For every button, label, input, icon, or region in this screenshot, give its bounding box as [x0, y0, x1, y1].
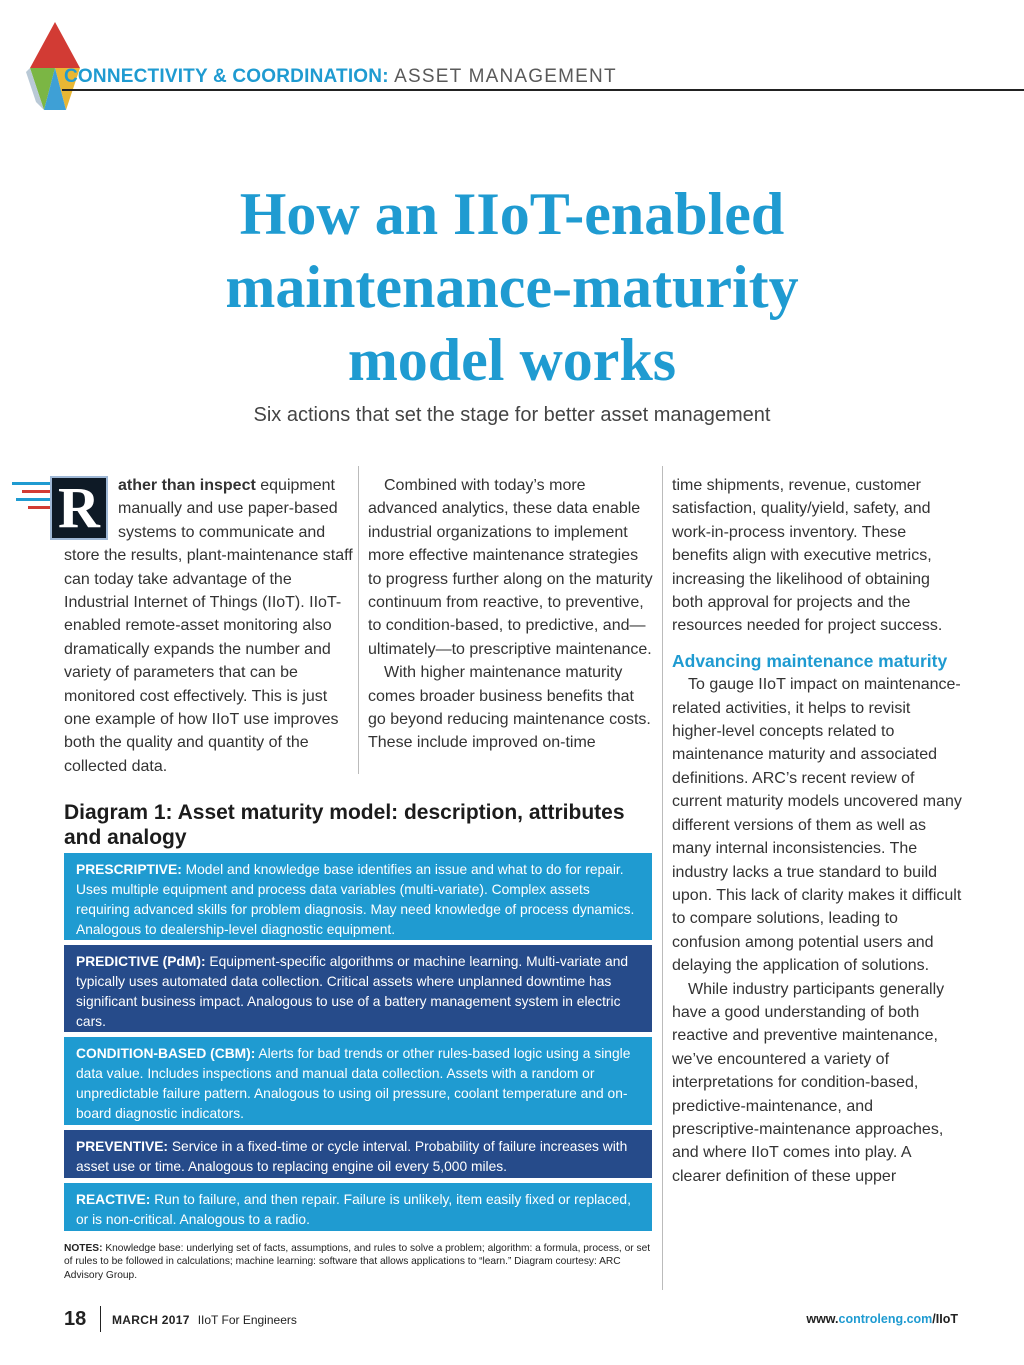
maturity-box-label: PREVENTIVE:	[76, 1139, 168, 1154]
body-column-3	[672, 474, 962, 1188]
url-prefix: www.	[806, 1312, 839, 1326]
footer-issue	[112, 1313, 297, 1327]
body-column-2	[368, 474, 654, 755]
paragraph-5: While industry participants generally have a good understanding of both reactive and preventive maintenance, we’ve encountered a variety of interpretations for condition-based, predictive-maintenance, and prescriptive-maintenance approaches, and where IIoT comes into play. A clearer definition of these upper	[672, 980, 945, 1185]
maturity-box-label: PRESCRIPTIVE:	[76, 862, 182, 877]
diagram-title: Diagram 1: Asset maturity model: description, attributes and analogy	[64, 801, 625, 849]
maturity-box-condition-based	[64, 1037, 652, 1125]
section-subhead: Advancing maintenance maturity	[672, 650, 948, 671]
footer-url-link[interactable]	[700, 1312, 958, 1326]
dropcap-letter: R	[50, 476, 108, 540]
lead-in-bold: ather than inspect	[118, 477, 256, 494]
maturity-box-text: Alerts for bad trends or other rules-based logic using a single data value. Includes inspections and manual data collection. Assets with a random or unpredictable failure pattern. Analogous to using oil pressure, coolant temperature and on-board diagnostic indicators.	[76, 1046, 631, 1121]
paragraph-3: With higher maintenance maturity comes broader business benefits that go beyond reducing maintenance costs. These include improved on-time	[368, 664, 651, 752]
maturity-box-text: Model and knowledge base identifies an issue and what to do for repair. Uses multiple equipment and process data variables (multi-variate). Complex assets requiring advanced skills for problem diagnosis. May need knowledge of process dynamics. Analogous to dealership-level diagnostic equipment.	[76, 862, 635, 937]
maturity-box-text: Equipment-specific algorithms or machine learning. Multi-variate and typically uses automated data collection. Critical assets where unplanned downtime has significant business impact. Analogous to use of a battery management system in electric cars.	[76, 954, 629, 1029]
issue-date: MARCH 2017	[112, 1313, 190, 1327]
column-divider-1	[358, 466, 359, 774]
header-rule	[62, 89, 1024, 91]
maturity-box-text: Run to failure, and then repair. Failure is unlikely, item easily fixed or replaced, or is non-critical. Analogous to a radio.	[76, 1192, 631, 1227]
maturity-box-label: CONDITION-BASED (CBM):	[76, 1046, 256, 1061]
paragraph-4: To gauge IIoT impact on maintenance-related activities, it helps to revisit higher-level concepts related to maintenance maturity and associated definitions. ARC’s recent review of current maturity models uncovered many different versions of them as well as many internal inconsistencies. The industry lacks a true standard to build upon. This lack of clarity makes it difficult to compare solutions, leading to confusion among potential users and delaying the application of solutions.	[672, 676, 962, 975]
column-divider-2	[662, 466, 663, 1290]
maturity-box-prescriptive	[64, 853, 652, 940]
paragraph-2: Combined with today’s more advanced analytics, these data enable industrial organizations to implement more effective maintenance strategies to progress further along on the maturity continuum from reactive, to preventive, to condition-based, to predictive, and—ultimately—to prescriptive maintenance.	[368, 477, 653, 658]
body-column-1	[58, 474, 354, 778]
page-number: 18	[64, 1308, 87, 1330]
url-domain: controleng.com	[838, 1312, 933, 1326]
maturity-box-label: REACTIVE:	[76, 1192, 151, 1207]
notes-text: Knowledge base: underlying set of facts, assumptions, and rules to solve a problem; algorithm: a formula, process, or set of rules to be followed in calculations; machine learning: software that allows applications to “learn.” Diagram courtesy: ARC Advisory Group.	[64, 1243, 651, 1281]
maturity-box-label: PREDICTIVE (PdM):	[76, 954, 206, 969]
paragraph-3-continued: time shipments, revenue, customer satisfaction, quality/yield, safety, and work-in-process inventory. These benefits align with executive metrics, increasing the likelihood of obtaining both approval for projects and the resources needed for project success.	[672, 477, 943, 635]
section-label-bold: CONNECTIVITY & COORDINATION:	[64, 66, 389, 87]
article-title: How an IIoT-enabled maintenance-maturity model works	[225, 181, 799, 393]
dropcap-box	[54, 476, 116, 544]
url-suffix: /IIoT	[932, 1312, 958, 1326]
maturity-box-reactive	[64, 1183, 652, 1231]
article-subtitle: Six actions that set the stage for better asset management	[253, 404, 771, 426]
section-label	[64, 66, 617, 88]
notes-label: NOTES:	[64, 1243, 103, 1254]
paragraph-1-text: equipment manually and use paper-based systems to communicate and store the results, plant-maintenance staff can today take advantage of the Industrial Internet of Things (IIoT). IIoT-enabled remote-asset monitoring also dramatically expands the number and variety of parameters that can be monitored cost effectively. This is just one example of how IIoT use improves both the quality and quantity of the collected data.	[64, 477, 353, 775]
section-label-light: ASSET MANAGEMENT	[388, 66, 617, 87]
diagram-notes	[64, 1242, 652, 1282]
publication-name: IIoT For Engineers	[197, 1313, 297, 1327]
maturity-box-predictive	[64, 945, 652, 1032]
maturity-box-preventive	[64, 1130, 652, 1178]
footer-separator	[100, 1306, 101, 1332]
maturity-box-text: Service in a fixed-time or cycle interval. Probability of failure increases with asset use or time. Analogous to replacing engine oil every 5,000 miles.	[76, 1139, 628, 1174]
